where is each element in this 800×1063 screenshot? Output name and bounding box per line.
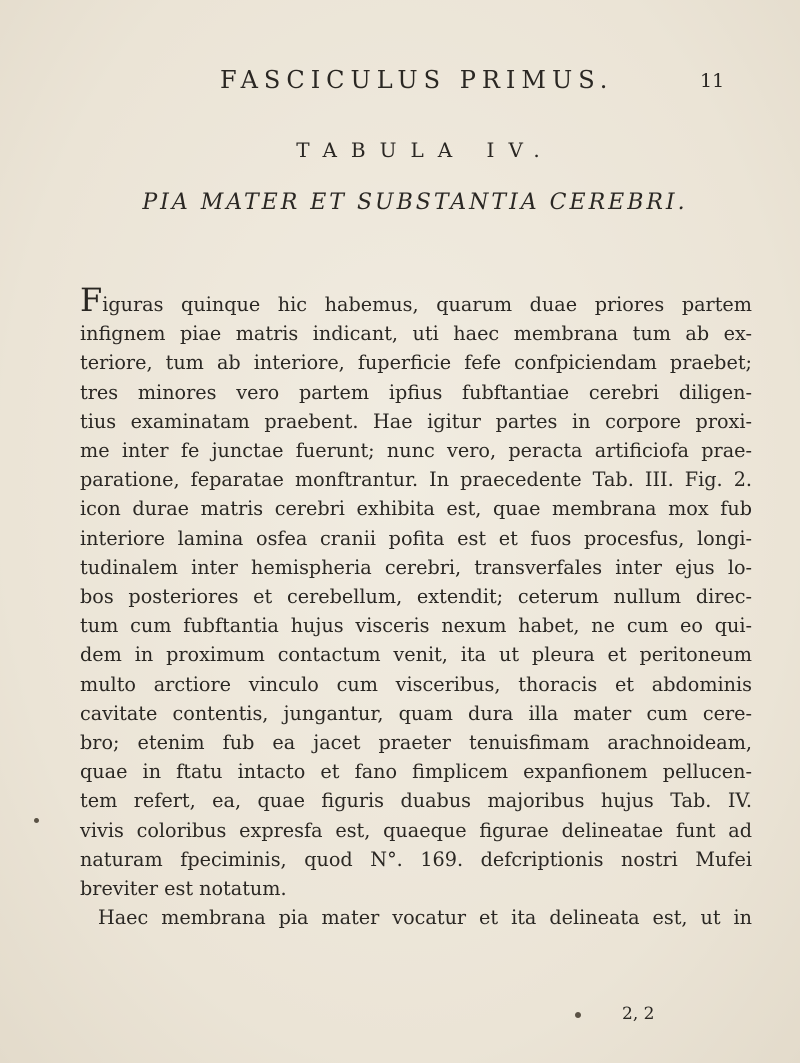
text-line: tem refert, ea, quae figuris duabus majoribus hujus Tab. IV. [80,789,752,813]
text-line: quae in ftatu intacto et fano fimplicem expanfionem pellucen- [80,760,752,784]
running-head: FASCICULUS PRIMUS. [220,66,614,94]
text-line: interiore lamina osfea cranii pofita est et fuos procesfus, longi- [80,526,752,550]
paragraph-two-line: Haec membrana pia mater vocatur et ita delineata est, ut in [98,906,752,930]
text-line: paratione, feparatae monftrantur. In praecedente Tab. III. Fig. 2. [80,468,752,492]
text-line: tudinalem inter hemispheria cerebri, transverfales inter ejus lo- [80,555,752,579]
text-line: vivis coloribus expresfa est, quaeque figurae delineatae funt ad [80,818,752,842]
text-line: icon durae matris cerebri exhibita est, quae membrana mox fub [80,497,752,521]
ink-spot [575,1012,581,1018]
text-line: me inter fe junctae fuerunt; nunc vero, peracta artificiofa prae- [80,439,752,463]
text-line: bos posteriores et cerebellum, extendit; ceterum nullum direc- [80,585,752,609]
ink-spot [34,818,39,823]
drop-capital: F [80,281,103,319]
text-line: infignem piae matris indicant, uti haec membrana tum ab ex- [80,322,752,346]
text-line: tum cum fubftantia hujus visceris nexum habet, ne cum eo qui- [80,614,752,638]
text-line: multo arctiore vinculo cum visceribus, thoracis et abdominis [80,672,752,696]
text-line: tius examinatam praebent. Hae igitur partes in corpore proxi- [80,409,752,433]
text-line: teriore, tum ab interiore, fuperficie fefe confpiciendam praebet; [80,351,752,375]
text-line: breviter est notatum. [80,877,287,901]
signature-mark: 2, 2 [622,1004,655,1024]
text-line: naturam fpeciminis, quod N°. 169. defcriptionis nostri Mufei [80,847,752,871]
text-line: tres minores vero partem ipfius fubftantiae cerebri diligen- [80,380,752,404]
text-line: Figuras quinque hic habemus, quarum duae priores partem [80,281,752,319]
plate-subject: PIA MATER ET SUBSTANTIA CEREBRI. [142,190,688,215]
page-number: 11 [700,70,725,92]
body-text [80,281,752,932]
text-line: bro; etenim fub ea jacet praeter tenuisfimam arachnoideam, [80,731,752,755]
plate-heading: TABULA IV. [296,138,554,162]
text-line: cavitate contentis, jungantur, quam dura illa mater cum cere- [80,701,752,725]
text-line: dem in proximum contactum venit, ita ut pleura et peritoneum [80,643,752,667]
